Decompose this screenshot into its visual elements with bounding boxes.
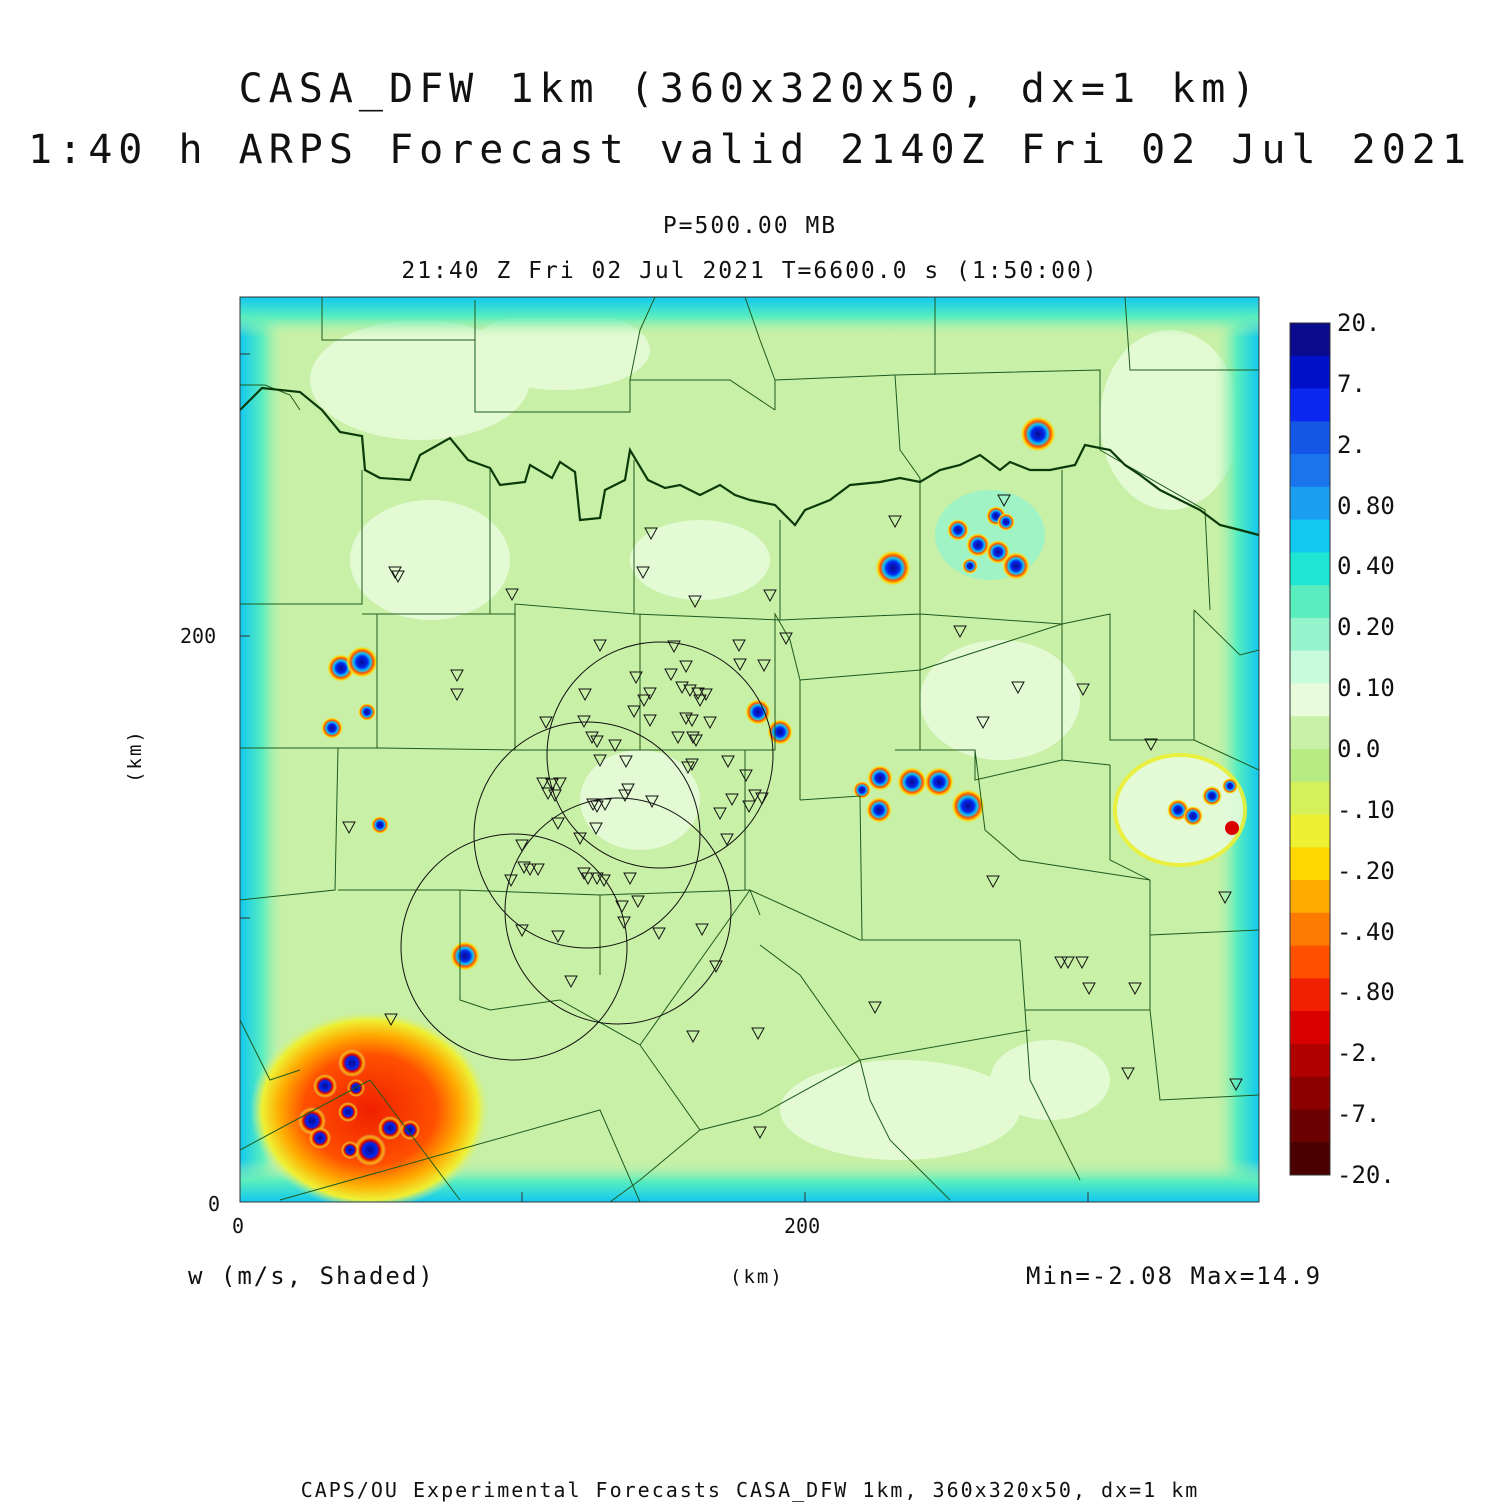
colorbar-label: -.40	[1337, 917, 1395, 946]
colorbar-swatch	[1290, 323, 1330, 356]
colorbar-swatch	[1290, 978, 1330, 1011]
colorbar-swatch	[1290, 946, 1330, 979]
colorbar-swatch	[1290, 585, 1330, 618]
colorbar-swatch	[1290, 716, 1330, 749]
colorbar-swatch	[1290, 1011, 1330, 1044]
colorbar-label: -2.	[1337, 1039, 1381, 1068]
field-minmax: Min=-2.08 Max=14.9	[1026, 1262, 1323, 1290]
colorbar-swatch	[1290, 618, 1330, 651]
colorbar-swatch	[1290, 1109, 1330, 1142]
colorbar-label: 0.20	[1337, 613, 1395, 642]
colorbar-label: 0.0	[1337, 735, 1381, 763]
colorbar-label: -.20	[1337, 856, 1395, 885]
colorbar-swatch	[1290, 847, 1330, 880]
colorbar-swatch	[1290, 815, 1330, 848]
x-tick-label-200: 200	[784, 1214, 821, 1238]
colorbar-swatch	[1290, 389, 1330, 422]
field-name: w (m/s, Shaded)	[188, 1262, 435, 1290]
colorbar-label: 0.40	[1337, 552, 1395, 581]
colorbar-swatch	[1290, 1077, 1330, 1110]
x-axis-unit: (km)	[730, 1266, 784, 1288]
colorbar-label: 20.	[1337, 309, 1381, 337]
colorbar-swatch	[1290, 683, 1330, 716]
pressure-level: P=500.00 MB	[662, 213, 838, 239]
colorbar-label: 0.80	[1337, 491, 1395, 520]
colorbar-label: 0.10	[1337, 674, 1395, 703]
colorbar-label: -20.	[1337, 1161, 1395, 1189]
colorbar-swatch	[1290, 520, 1330, 553]
colorbar-label: -.10	[1337, 795, 1395, 824]
x-tick-label-0: 0	[232, 1214, 245, 1238]
valid-time-line: 21:40 Z Fri 02 Jul 2021 T=6600.0 s (1:50:00)	[401, 258, 1099, 284]
colorbar-swatch	[1290, 782, 1330, 815]
y-axis-unit: (km)	[123, 729, 146, 783]
colorbar-swatch	[1290, 651, 1330, 684]
colorbar-label: 7.	[1337, 369, 1366, 398]
colorbar-swatch	[1290, 421, 1330, 454]
colorbar-swatch	[1290, 880, 1330, 913]
colorbar-swatch	[1290, 487, 1330, 520]
colorbar-label: -.80	[1337, 978, 1395, 1007]
chart-title-line2: 1:40 h ARPS Forecast valid 2140Z Fri 02 Jul 2021	[28, 127, 1472, 173]
y-tick-label-200: 200	[180, 624, 217, 648]
chart-title-line1: CASA_DFW 1km (360x320x50, dx=1 km)	[238, 66, 1262, 112]
colorbar-swatch	[1290, 749, 1330, 782]
colorbar-label: 2.	[1337, 430, 1366, 459]
map-plot-area	[240, 297, 1259, 1210]
sw-storm-complex	[250, 1010, 490, 1210]
colorbar-swatch	[1290, 356, 1330, 389]
colorbar-label: -7.	[1337, 1100, 1381, 1129]
y-tick-label-0: 0	[208, 1192, 221, 1216]
boundary-zone-top	[240, 297, 1259, 337]
colorbar-swatch	[1290, 1142, 1330, 1175]
colorbar-swatch	[1290, 1044, 1330, 1077]
colorbar-swatch	[1290, 552, 1330, 585]
colorbar-swatch	[1290, 454, 1330, 487]
colorbar	[1290, 323, 1330, 1176]
colorbar-swatch	[1290, 913, 1330, 946]
boundary-zone-right	[1214, 297, 1259, 1202]
footer-credit: CAPS/OU Experimental Forecasts CASA_DFW 1km, 360x320x50, dx=1 km	[300, 1478, 1200, 1502]
